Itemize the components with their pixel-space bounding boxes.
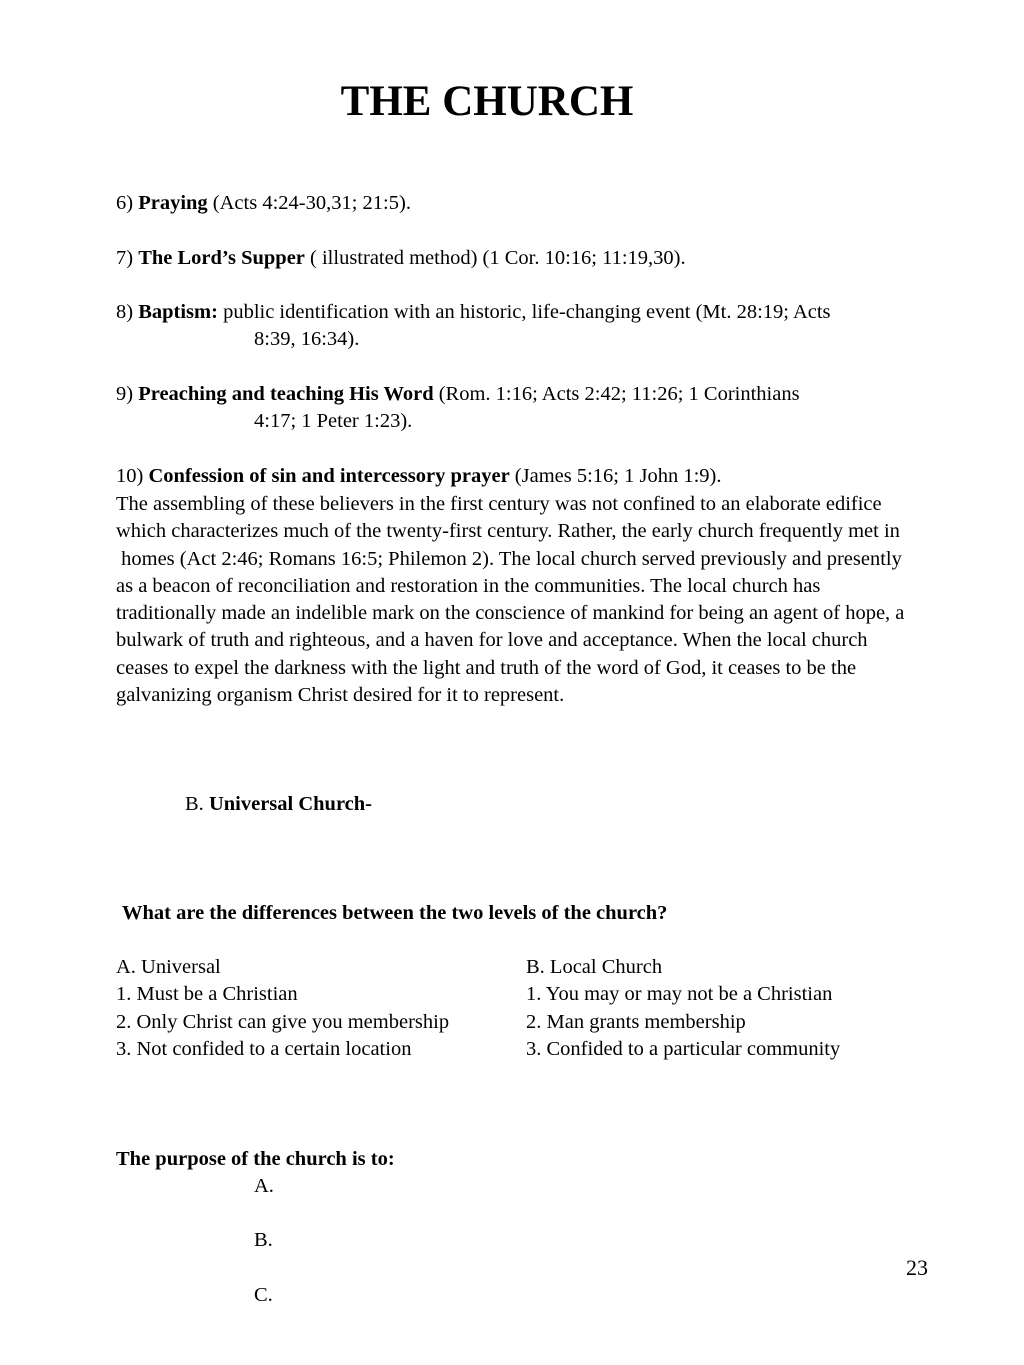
item-reference: (Rom. 1:16; Acts 2:42; 11:26; 1 Corinthians (433, 383, 800, 405)
paragraph-line: The assembling of these believers in the first century was not confined to an elaborate edifice (116, 493, 882, 515)
section-label: Universal Church- (208, 793, 372, 815)
section-heading-universal-church (185, 791, 372, 818)
item-label: The Lord’s Supper (138, 247, 305, 269)
item-label: Preaching and teaching His Word (138, 383, 434, 405)
purpose-option-a: A. (254, 1175, 274, 1197)
item-continuation: 4:17; 1 Peter 1:23). (254, 410, 413, 432)
item-reference: (Acts 4:24-30,31; 21:5). (207, 192, 411, 214)
item-number: 9) (116, 383, 139, 405)
item-continuation: 8:39, 16:34). (254, 328, 360, 350)
paragraph-line: ceases to expel the darkness with the light and truth of the word of God, it ceases to be the (116, 656, 857, 679)
comparison-col-b-row: 3. Confided to a particular community (526, 1038, 841, 1060)
body-paragraph (116, 491, 1006, 709)
list-item-lords-supper (116, 245, 686, 272)
purpose-option-b: B. (254, 1229, 273, 1251)
comparison-col-b-row: 2. Man grants membership (526, 1011, 746, 1033)
section-prefix: B. (185, 793, 209, 815)
item-label: Confession of sin and intercessory prayer (148, 465, 510, 487)
item-label: Praying (138, 192, 208, 214)
comparison-col-a-row: 1. Must be a Christian (116, 983, 298, 1005)
item-number: 8) (116, 301, 139, 323)
item-number: 7) (116, 247, 139, 269)
paragraph-line: which characterizes much of the twenty-first century. Rather, the early church frequently met in (116, 520, 900, 543)
item-reference: (James 5:16; 1 John 1:9). (509, 465, 722, 487)
paragraph-line: traditionally made an indelible mark on the conscience of mankind for being an agent of hope, a (116, 602, 905, 625)
comparison-col-a-row: 3. Not confided to a certain location (116, 1038, 412, 1060)
paragraph-line: bulwark of truth and righteous, and a haven for love and acceptance. When the local church (116, 629, 868, 652)
paragraph-line: as a beacon of reconciliation and restoration in the communities. The local church has (116, 574, 821, 597)
item-reference: public identification with an historic, life-changing event (Mt. 28:19; Acts (217, 301, 831, 323)
list-item-preaching (116, 381, 800, 408)
paragraph-line: galvanizing organism Christ desired for it to represent. (116, 684, 565, 707)
list-item-praying (116, 190, 411, 217)
comparison-col-a-header: A. Universal (116, 956, 221, 978)
item-label: Baptism: (138, 301, 218, 323)
item-number: 10) (116, 465, 149, 487)
purpose-heading: The purpose of the church is to: (116, 1148, 395, 1170)
paragraph-line: homes (Act 2:46; Romans 16:5; Philemon 2). The local church served previously and presently (116, 547, 902, 570)
purpose-option-c: C. (254, 1284, 273, 1306)
page-title: THE CHURCH (340, 78, 634, 125)
list-item-confession (116, 463, 722, 490)
comparison-col-b-header: B. Local Church (526, 956, 663, 978)
list-item-baptism (116, 299, 831, 326)
item-number: 6) (116, 192, 139, 214)
page-number: 23 (906, 1255, 928, 1280)
comparison-col-a-row: 2. Only Christ can give you membership (116, 1011, 450, 1033)
comparison-col-b-row: 1. You may or may not be a Christian (526, 983, 833, 1005)
question-heading: What are the differences between the two levels of the church? (122, 902, 668, 924)
item-reference: ( illustrated method) (1 Cor. 10:16; 11:19,30). (304, 247, 686, 269)
